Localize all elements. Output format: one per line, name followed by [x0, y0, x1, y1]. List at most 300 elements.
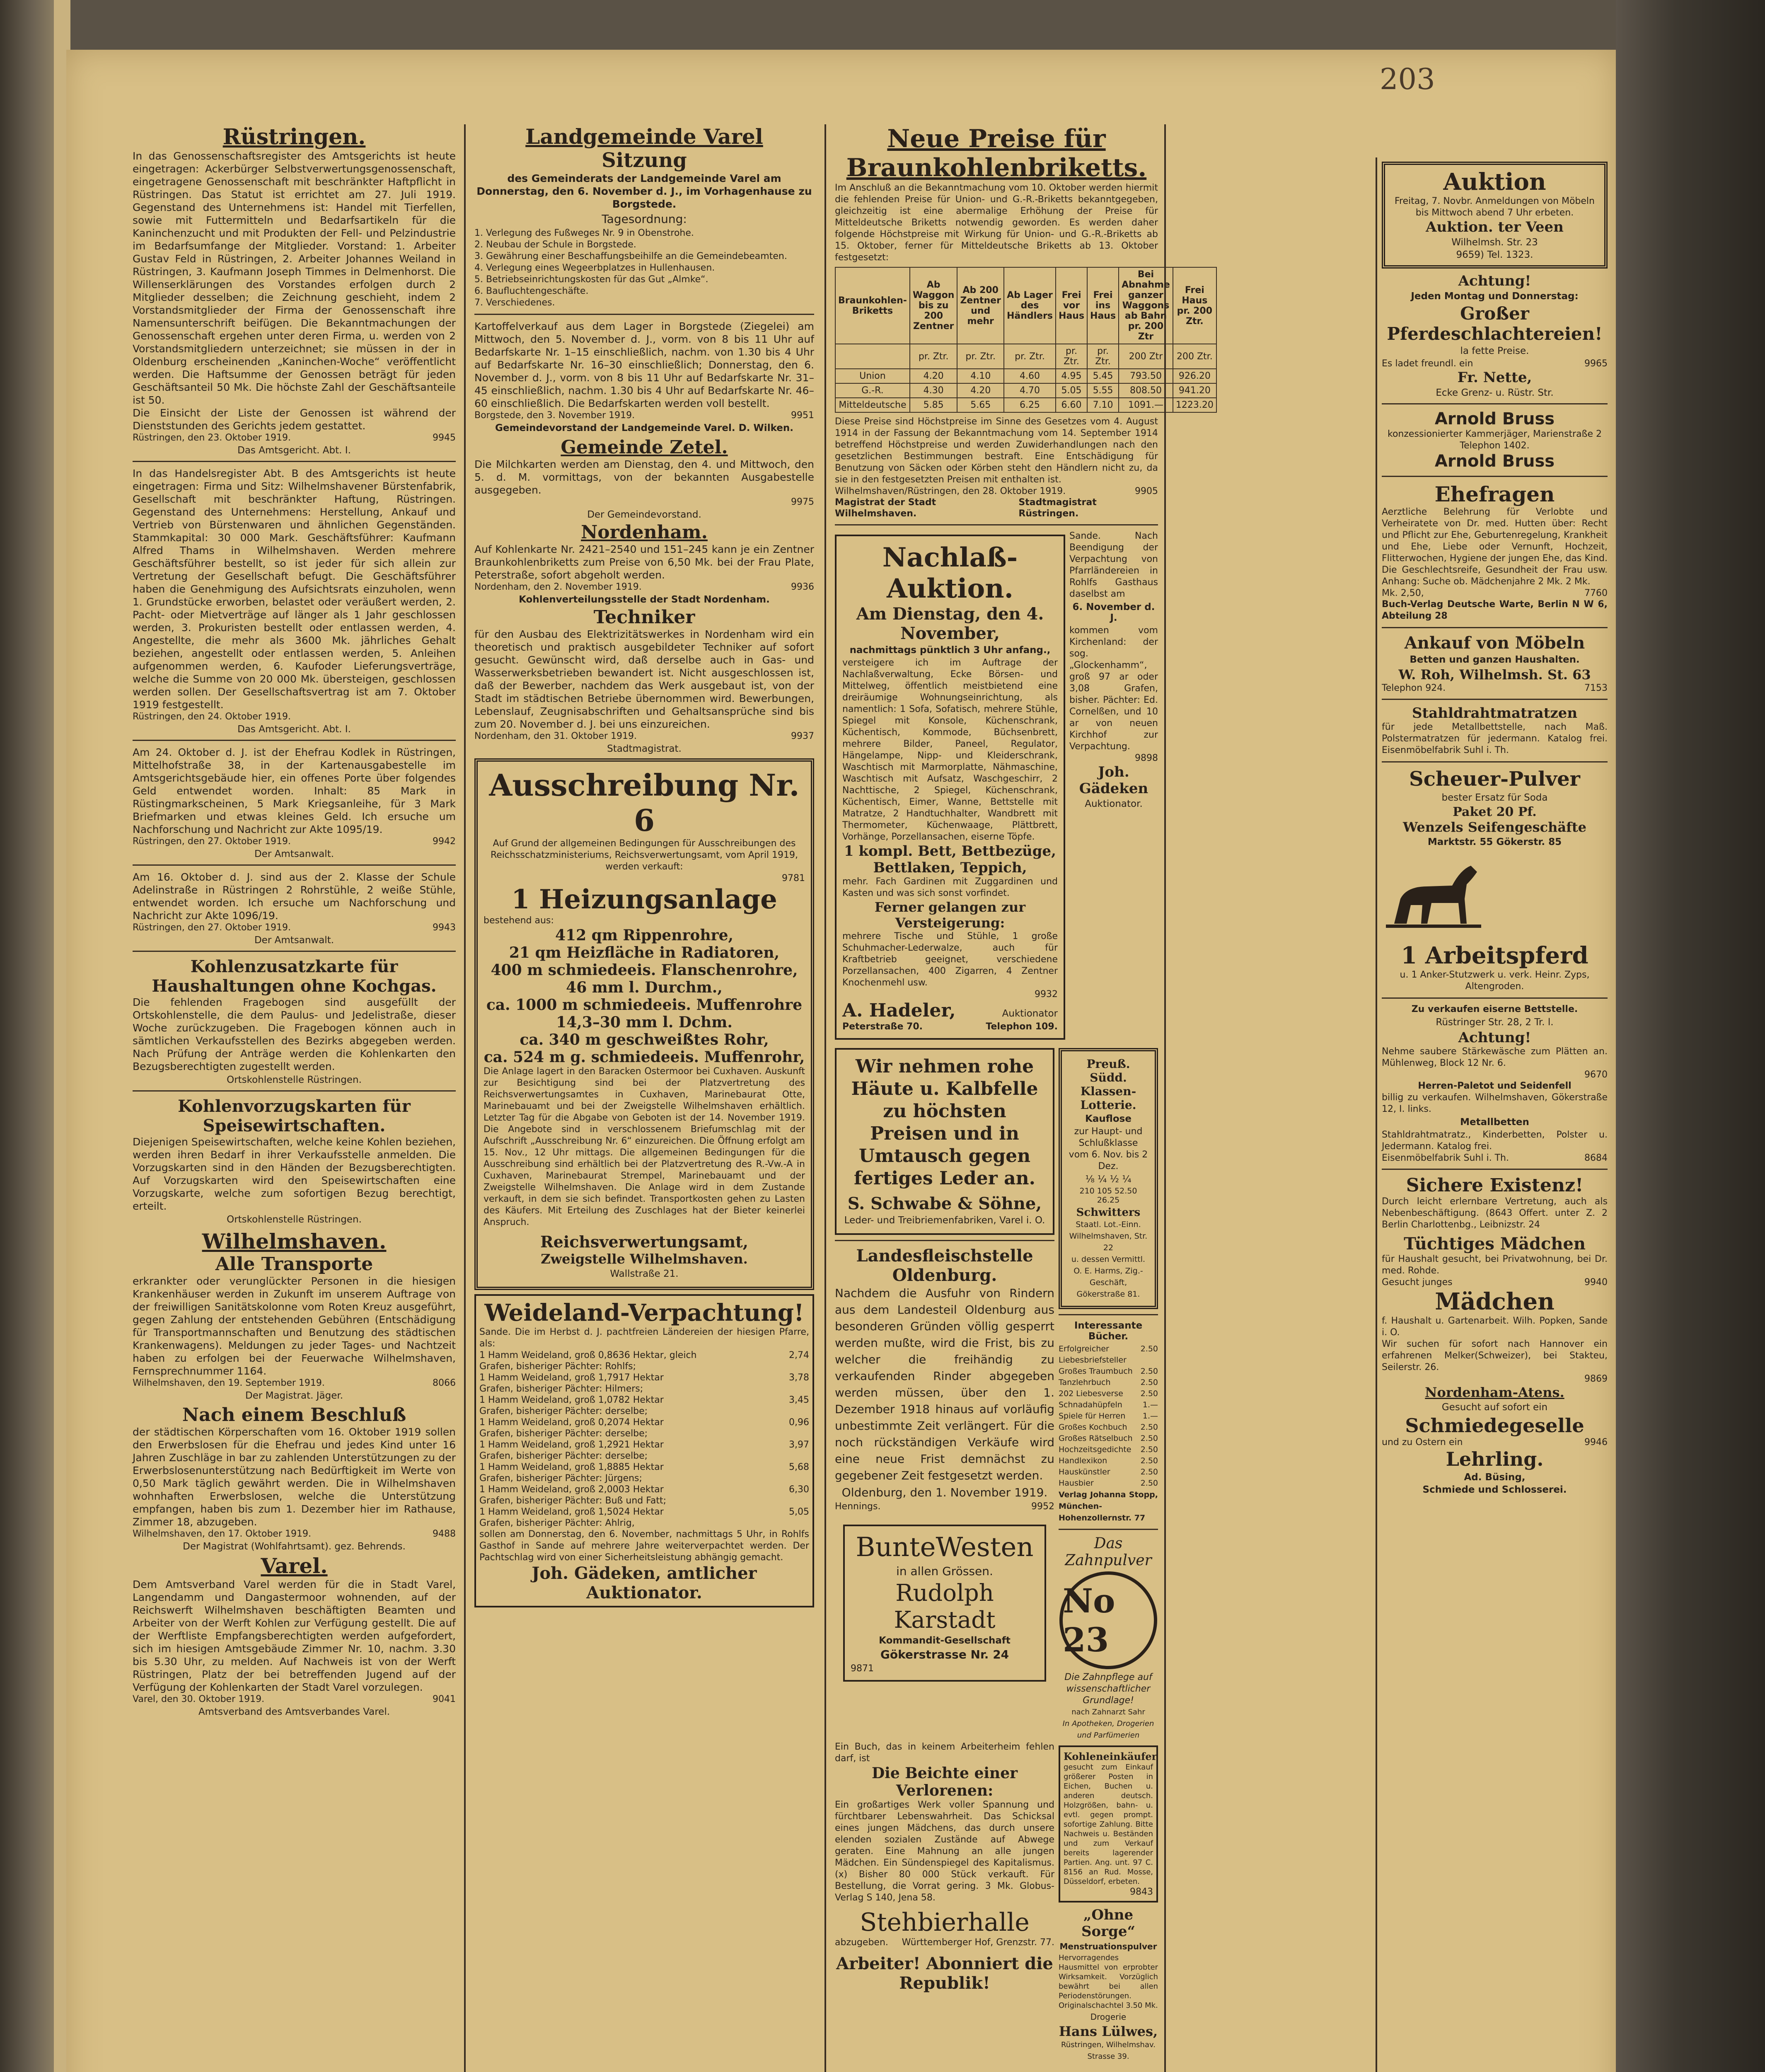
ad-address: O. E. Harms, Zig.-Geschäft, Gökerstraße 81.: [1074, 1266, 1143, 1299]
notice-date: Rüstringen, den 24. Oktober 1919.: [133, 712, 291, 722]
column-rule: [464, 124, 466, 2072]
ad-heading: BunteWesten: [856, 1532, 1034, 1563]
book-cover-edge: [1616, 0, 1765, 2072]
notice-signature: Der Amtsanwalt.: [254, 849, 334, 859]
notice-number: 9975: [791, 497, 814, 507]
table-cell: [835, 344, 910, 369]
notice-text: Am 24. Oktober d. J. ist der Ehefrau Kodlek in Rüstringen, Mittelhofstraße 38, in der Kartenausgabestelle im Amtsgerichtsgebäude hier, ein offenes Porte über folgendes Geld entwendet worden. Inhalt: 85 Mark in Rüstingmarkscheinen, 5 Mark Kriegsanleihe, für 3 Mark Briefmarken und etwas kleines Geld. Ich ersuche um Nachforschung und Nachricht zur Akte 1095/19.: [133, 746, 456, 835]
table-row: [835, 369, 1216, 383]
box-item: ca. 1000 m schmiedeeis. Muffenrohre 14,3–30 mm l. Dchm.: [486, 996, 803, 1031]
notice-signature: Der Amtsanwalt.: [254, 935, 334, 946]
ad-text: f. Haushalt u. Gartenarbeit. Wilh. Popken, Sande i. O.: [1382, 1316, 1608, 1338]
list-price: 2.50: [1140, 1367, 1158, 1376]
table-cell: pr. Ztr.: [1087, 344, 1119, 369]
ad-heading: Klassen-Lotterie.: [1080, 1084, 1136, 1112]
page-number: 203: [1380, 62, 1435, 96]
ad-heading: Das Zahnpulver: [1065, 1535, 1152, 1569]
ad-text: Aerztliche Belehrung für Verlobte und Verheiratete von Dr. med. Hutten über: Recht und Pflicht zur Ehe, Geburtenregelung, Krankheit und Ehe, Liebe oder Vernunft, Hochzeit, Flitterwochen, Hygiene der jungen Ehe, das Kind. Die Geschlechtsreife, Gesundheit der Frau usw. Anhang: Suche ob. Mädchenjahre 2 Mk. 2 Mk.: [1382, 507, 1608, 587]
list-item: 202 Liebesverse: [1059, 1389, 1123, 1398]
ad-number: 9869: [1584, 1374, 1608, 1384]
notice-signature: Stadtmagistrat.: [607, 743, 682, 754]
divider: [1059, 1529, 1158, 1530]
ad-address: Buch-Verlag Deutsche Warte, Berlin N W 6, Abteilung 28: [1382, 599, 1608, 621]
ad-company: Arnold Bruss: [1434, 409, 1555, 428]
ad-heading: Ehefragen: [1434, 482, 1555, 506]
notice-date: Rüstringen, den 23. Oktober 1919.: [133, 433, 291, 443]
list-item: Schnadahüpfeln: [1059, 1400, 1122, 1409]
table-cell: 4.95: [1056, 369, 1087, 383]
ausschreibung-box: [474, 758, 814, 1290]
list-price: 2.50: [1140, 1467, 1158, 1477]
ad-heading: Lehrling.: [1446, 1448, 1544, 1470]
ad-subtitle: Die Zahnpflege auf wissenschaftlicher Grundlage!: [1064, 1672, 1152, 1706]
ad-number: 9843: [1130, 1887, 1153, 1897]
list-price: 2.50: [1140, 1423, 1158, 1432]
ad-address: Wilhelmsh. Str. 23: [1451, 237, 1538, 248]
ad-heading: Stahldrahtmatratzen: [1412, 705, 1578, 721]
notice-date: Nordenham, den 2. November 1919.: [474, 582, 642, 592]
table-cell: pr. Ztr.: [910, 344, 957, 369]
notice-signature: Stadtmagistrat Rüstringen.: [1018, 497, 1097, 519]
notice-number: 9937: [791, 731, 814, 741]
list-item: Spiele für Herren: [1059, 1411, 1126, 1421]
lease-value: 0,96: [789, 1417, 809, 1428]
table-cell: pr. Ztr.: [957, 344, 1003, 369]
notice-text: Dem Amtsverband Varel werden für die in Stadt Varel, Langendamm und Dangastermoor wohnenden, auf der Reichswerft Wilhelmshaven beschäftigten Beamten und Arbeiter von der Werft Kohlen zur Verfügung gestellt. Die auf der Werftliste Empfangsberechtigten werden aufgefordert, sich im hiesigen Amtsgebäude Zimmer Nr. 10, nachm. 3.30 bis 5.30 Uhr, zu melden. Auf Nachweis ist von der Werft Rüstringen, Platz der bei betreffenden Jugend auf der Verfügung der Kohlenkarten der Stadt Varel vorzulegen.: [133, 1578, 456, 1693]
list-price: 2.50: [1140, 1378, 1158, 1387]
table-cell: 4.60: [1004, 369, 1056, 383]
box-sub: bestehend aus:: [484, 915, 554, 926]
table-cell: 4.70: [1004, 383, 1056, 398]
lease-row: Grafen, bisheriger Pächter: derselbe;: [479, 1428, 648, 1439]
table-cell: 200 Ztr.: [1173, 344, 1216, 369]
ad-signature: Joh. Gädeken, amtlicher Auktionator.: [532, 1564, 757, 1602]
list-item: Hausbier: [1059, 1479, 1094, 1488]
ad-text: und zu Ostern ein: [1382, 1437, 1463, 1447]
ad-text: Hervorragendes Hausmittel von erprobter Wirksamkeit. Vorzüglich bewährt bei allen Periodenstörungen. Originalschachtel 3.50 Mk.: [1059, 1953, 1158, 2010]
ad-intro: Sande. Die im Herbst d. J. pachtfreien Ländereien der hiesigen Pfarre, als:: [479, 1327, 809, 1349]
divider: [835, 1240, 1054, 1241]
ad-number: 9965: [1584, 358, 1608, 369]
ad-heading: Scheuer-Pulver: [1409, 767, 1580, 791]
section-heading: Interessante Bücher.: [1074, 1320, 1143, 1342]
ad-headline: 1 Arbeitspferd: [1401, 942, 1588, 969]
ad-text: Durch leicht erlernbare Vertretung, auch als Nebenbeschäftigung. (8643 Offert. unter Z. 2 Berlin Charlottenbg., Leibnizstr. 24: [1382, 1196, 1608, 1230]
lease-row: 1 Hamm Weideland, groß 0,8636 Hektar, gleich: [479, 1350, 697, 1360]
agenda-item: 7. Verschiedenes.: [474, 298, 555, 308]
list-price: 2.50: [1140, 1456, 1158, 1465]
table-cell: 5.55: [1087, 383, 1119, 398]
ad-address: Rüstringer Str. 28, 2 Tr. l.: [1436, 1017, 1554, 1028]
divider: [1382, 997, 1608, 999]
box-item: 400 m schmiedeeis. Flanschenrohre, 46 mm l. Durchm.,: [491, 961, 798, 996]
ad-text: sollen am Donnerstag, den 6. November, nachmittags 5 Uhr, in Rohlfs Gasthof in Sande auf mehrere Jahre weiterverpachtet werden. Der Pachtschlag wird von einer Sicherheitsleistung abhängig gemacht.: [479, 1529, 809, 1563]
lease-row: Grafen, bisheriger Pächter: Buß und Fatt;: [479, 1496, 667, 1506]
notice-number: 9951: [791, 410, 814, 421]
notice-signature: Das Amtsgericht. Abt. I.: [237, 445, 351, 456]
column-rule: [1164, 124, 1166, 2072]
table-header: Frei Haus pr. 200 Ztr.: [1173, 267, 1216, 344]
ad-text: Gesucht junges: [1382, 1277, 1453, 1288]
ad-address: Staatl. Lot.-Einn. Wilhelmshaven, Str. 22: [1069, 1220, 1148, 1252]
ad-intro: Ein Buch, das in keinem Arbeiterheim fehlen darf, ist: [835, 1742, 1054, 1764]
notice-text: Die Einsicht der Liste der Genossen ist während der Dienststunden des Gerichts jedem gestattet.: [133, 407, 456, 432]
ad-subtitle: Betten und ganzen Haushalten.: [1410, 654, 1580, 665]
box-item: ca. 524 m g. schmiedeeis. Muffenrohr,: [484, 1048, 805, 1066]
ad-highlight: 1 kompl. Bett, Bettbezüge, Bettlaken, Teppich,: [844, 843, 1056, 876]
ad-heading: Preuß. Südd.: [1086, 1057, 1130, 1084]
notice-text: Die fehlenden Fragebogen sind ausgefüllt der Ortskohlenstelle, die dem Paulus- und Jedelistraße, dieser Woche zurückzugeben. Die Fragebogen können auch in sämtlichen Verkaufsstellen des Bezirks abgegeben werden. Nach Prüfung der Anträge werden die Kohlenkarten den Bezugsberechtigten zugestellt werden.: [133, 996, 456, 1072]
ad-number: 9932: [1035, 989, 1058, 1000]
section-heading: Gemeinde Zetel.: [561, 437, 728, 458]
box-main-item: 1 Heizungsanlage: [511, 884, 777, 915]
ad-address: Eisenmöbelfabrik Suhl i. Th.: [1382, 1153, 1509, 1163]
ad-heading: Metallbetten: [1460, 1117, 1529, 1128]
table-header: Ab Waggon bis zu 200 Zentner: [910, 267, 957, 344]
notice-date: Rüstringen, den 27. Oktober 1919.: [133, 836, 291, 847]
ad-text: zur Haupt- und Schlußklasse vom 6. Nov. bis 2 Dez.: [1069, 1126, 1148, 1172]
ad-subtitle: Kommandit-Gesellschaft: [879, 1635, 1011, 1646]
zahnpulver-seal: No 23: [1059, 1571, 1157, 1669]
table-header: Bei Abnahme ganzer Waggons ab Bahn pr. 200 Ztr: [1119, 267, 1173, 344]
ad-address: Marktstr. 55 Gökerstr. 85: [1427, 837, 1562, 847]
ad-heading: Auktion: [1443, 168, 1546, 196]
ad-price: Mk. 2,50,: [1382, 588, 1424, 598]
ad-text: für jede Metallbettstelle, nach Maß. Polstermatratzen für jedermann. Katalog frei. Eisenmöbelfabrik Suhl i. Th.: [1382, 722, 1608, 755]
price-table: [835, 267, 1217, 413]
list-price: 2.50: [1140, 1344, 1158, 1353]
notice-text: Diese Preise sind Höchstpreise im Sinne des Gesetzes vom 4. August 1914 in der Fassung der Bekanntmachung vom 14. September 1914 betreffend Höchstpreise und werden Zuwiderhandlungen nach den gesetzlichen Bestimmungen bestraft. Eine Entschädigung für Benutzung von Säcken oder Körben steht den Händlern nicht zu, da sie in den festgesetzten Preisen mit enthalten ist.: [835, 416, 1158, 485]
table-header: Frei ins Haus: [1087, 267, 1119, 344]
notice-signature: Gemeindevorstand der Landgemeinde Varel. D. Wilken.: [495, 423, 793, 433]
notice-signature: Magistrat der Stadt Wilhelmshaven.: [835, 497, 936, 519]
lease-value: 5,68: [789, 1462, 809, 1472]
list-price: 2.50: [1140, 1445, 1158, 1454]
ad-number: 9670: [1584, 1070, 1608, 1080]
table-cell: 5.85: [910, 398, 957, 412]
ad-text: abzugeben.: [835, 1937, 888, 1948]
weideland-ad: [474, 1294, 814, 1607]
lease-value: 3,78: [789, 1372, 809, 1383]
lease-row: 1 Hamm Weideland, groß 0,2074 Hektar: [479, 1417, 664, 1428]
notice-date: Varel, den 30. Oktober 1919.: [133, 1694, 265, 1704]
ad-number: 7153: [1584, 683, 1608, 693]
notice-number: 9898: [1135, 753, 1158, 763]
table-cell: Mitteldeutsche: [835, 398, 910, 412]
ad-heading: Herren-Paletot und Seidenfell: [1418, 1081, 1572, 1091]
divider: [1382, 627, 1608, 628]
notice-signature: Kohlenverteilungsstelle der Stadt Nordenham.: [519, 594, 770, 605]
notice-text: Kartoffelverkauf aus dem Lager in Borgstede (Ziegelei) am Mittwoch, den 5. November d. J., vorm. von 8 bis 11 Uhr auf Bedarfskarte Nr. 1–15 einschließlich, nachm. von 1.30 bis 4 Uhr auf Bedarfskarte Nr. 16–30 einschließlich; Donnerstag, den 6. November d. J., vorm. von 8 bis 11 Uhr auf Bedarfskarte Nr. 31–45 einschließlich, nachm. 1.30 bis 4 Uhr auf Bedarfskarte Nr. 46–60 einschließlich. Die Bedarfskarten werden voll bestellt.: [474, 320, 814, 409]
list-item: Erfolgreicher Liebesbriefsteller: [1059, 1344, 1127, 1365]
section-heading: Varel.: [261, 1554, 328, 1578]
ad-subtitle: Leder- und Treibriemenfabriken, Varel i. O.: [844, 1215, 1045, 1226]
column-rule: [1376, 157, 1377, 2072]
ad-subtitle: Menstruationspulver: [1059, 1941, 1157, 1951]
table-row: [835, 398, 1216, 412]
ad-phone: 9659) Tel. 1323.: [1456, 249, 1533, 260]
notice-number: 9945: [433, 433, 456, 443]
ad-address: Peterstraße 70.: [842, 1021, 923, 1032]
section-heading: Rüstringen.: [222, 124, 366, 150]
table-row: [835, 383, 1216, 398]
ad-heading: Sichere Existenz!: [1406, 1175, 1584, 1196]
book-spine: [0, 0, 54, 2072]
lease-row: Grafen, bisheriger Pächter: derselbe;: [479, 1451, 648, 1461]
ad-address: Gökerstrasse Nr. 24: [880, 1648, 1009, 1661]
ad-number: 9871: [851, 1663, 874, 1674]
table-cell: 926.20: [1173, 369, 1216, 383]
ad-company: Arnold Bruss: [1434, 452, 1555, 471]
table-cell: 4.20: [910, 369, 957, 383]
list-item: Großes Traumbuch: [1059, 1367, 1133, 1376]
ad-company: Auktion. ter Veen: [1426, 219, 1564, 235]
section-heading: Neue Preise für Braunkohlenbriketts.: [846, 124, 1147, 182]
box-heading: Ausschreibung Nr. 6: [489, 767, 800, 838]
ad-text: u. 1 Anker-Stutzwerk u. verk. Heinr. Zyps, Altengroden.: [1400, 970, 1590, 992]
lease-value: 6,30: [789, 1484, 809, 1495]
ad-company: Hans Lülwes,: [1059, 2024, 1158, 2039]
ad-company: Nordenham-Atens.: [1425, 1385, 1564, 1400]
publisher: Verlag Johanna Stopp, München-Hohenzollernstr. 77: [1059, 1490, 1158, 1523]
table-cell: 793.50: [1119, 369, 1173, 383]
notice-text: erkrankter oder verunglückter Personen in die hiesigen Krankenhäuser werden in Zukunft im unserem Auftrage von der freiwilligen Sanitätskolonne vom Roten Kreuz ausgeführt, gegen Zahlung der entstehenden Gebühren (Entschädigung für Transportmannschaften und Benutzung des städtischen Krankenwagens). Meldungen zu jeder Tages- und Nachtzeit haben zu erfolgen bei der Feuerwache Wilhelmshaven, Fernsprechnummer 1164.: [133, 1275, 456, 1377]
notice-date: Wilhelmshaven, den 19. September 1919.: [133, 1378, 325, 1388]
list-price: 2.50: [1140, 1389, 1158, 1398]
ad-text: nach Zahnarzt Sahr: [1071, 1708, 1145, 1716]
notice-signature: Ortskohlenstelle Rüstringen.: [227, 1075, 362, 1085]
section-heading: Wilhelmshaven.: [202, 1229, 387, 1254]
table-cell: G.-R.: [835, 383, 910, 398]
ad-text: Stahldrahtmatratz., Kinderbetten, Polster u. Jedermann. Katalog frei.: [1382, 1130, 1608, 1152]
box-item: 21 qm Heizfläche in Radiatoren,: [509, 944, 780, 961]
notice-text: des Gemeinderats der Landgemeinde Varel am Donnerstag, den 6. November d. J., im Vorhagenhause zu Borgstede.: [476, 172, 812, 210]
ad-heading: Weideland-Verpachtung!: [484, 1299, 804, 1326]
lease-row: 1 Hamm Weideland, groß 1,7917 Hektar: [479, 1372, 664, 1383]
ad-heading: Tüchtiges Mädchen: [1404, 1234, 1586, 1254]
section-heading: Sitzung: [602, 149, 687, 172]
kohle-ad: [1059, 1745, 1158, 1903]
table-cell: 941.20: [1173, 383, 1216, 398]
ad-heading: Achtung!: [1458, 1029, 1531, 1046]
ad-address: u. dessen Vermittl.: [1071, 1255, 1146, 1264]
notice-date: Wilhelmshaven/Rüstringen, den 28. Oktober 1919.: [835, 486, 1066, 496]
box-item: ca. 340 m geschweißtes Rohr,: [520, 1031, 769, 1048]
ad-company: Wenzels Seifengeschäfte: [1403, 819, 1586, 835]
divider: [133, 864, 456, 866]
divider: [1382, 476, 1608, 477]
ad-phone: Telephon 109.: [986, 1021, 1058, 1032]
lottery-prices: 210 105 52.50 26.25: [1079, 1186, 1137, 1205]
table-cell: 7.10: [1087, 398, 1119, 412]
list-item: Hauskünstler: [1059, 1467, 1110, 1477]
ad-date: Am Dienstag, den 4. November,: [856, 604, 1044, 643]
box-signature: Zweigstelle Wilhelmshaven.: [541, 1251, 748, 1267]
lease-row: 1 Hamm Weideland, groß 1,5024 Hektar: [479, 1507, 664, 1517]
ad-company: Ad. Büsing,: [1464, 1472, 1526, 1483]
agenda-item: 6. Baufluchtengeschäfte.: [474, 286, 589, 296]
ad-text: la fette Preise.: [1460, 346, 1529, 356]
notice-signature: Das Amtsgericht. Abt. I.: [237, 724, 351, 735]
notice-text: für den Ausbau des Elektrizitätswerkes in Nordenham wird ein theoretisch und praktisch ausgebildeter Techniker auf sofort gesucht. Gewünscht wird, daß derselbe auch in Gas- und Wasserwerksbetrieben bewandert ist. Nicht ausgeschlossen ist, daß der Bewerber, nachdem das Werk ausgebaut ist, von der Stadt im städtischen Betriebe übernommen wird. Bewerbungen, Lebenslauf, Zeugnisabschriften und Gehaltsansprüche sind bis zum 20. November d. J. bei uns einzureichen.: [474, 628, 814, 730]
section-heading: Landgemeinde Varel: [525, 124, 763, 149]
divider: [1382, 1169, 1608, 1170]
auktion-ad: [1382, 162, 1608, 269]
table-header: Frei vor Haus: [1056, 267, 1087, 344]
notice-text: In das Handelsregister Abt. B des Amtsgerichts ist heute eingetragen: Firma und Sitz: Wilhelmshavener Bürstenfabrik, Gesellschaft mit beschränkter Haftung, Rüstringen. Gegenstand des Unternehmens: Herstellung, Ankauf und Vertrieb von Bürstenwaren und ähnlichen Gegenständen. Stammkapital: 30 000 Mark. Geschäftsführer: Kaufmann Alfred Thams in Wilhelmshaven. Werden mehrere Geschäftsführer bestellt, so ist jeder für sich allein zur Vertretung der Gesellschaft befugt. Die Geschäftsführer haben die Genehmigung des Aufsichtsrats einzuholen, wenn 1. Grundstücke erworben, belastet oder veräußert werden, 2. Pacht- oder Mietverträge auf länger als 1 Jahr geschlossen werden, 3. Prokuristen bestellt oder entlassen werden, 4. Angestellte, die mehr als 3600 Mk. jährliches Gehalt beziehen, angestellt oder entlassen werden, 5. Anleihen aufgenommen werden, 6. Kaufoder Lieferungsverträge, welche die Summe von 20 000 Mk. übersteigen, geschlossen werden sollen. Der Gesellschaftsvertrag ist am 7. Oktober 1919 festgestellt.: [133, 467, 456, 711]
notice-role: Auktionator.: [1085, 799, 1143, 809]
divider: [1382, 699, 1608, 700]
ad-subtitle: in allen Grössen.: [896, 1564, 993, 1578]
lease-row: Grafen, bisheriger Pächter: Ahlrig,: [479, 1518, 635, 1528]
ad-text: billig zu verkaufen. Wilhelmshaven, Gökerstraße 12, I. links.: [1382, 1092, 1608, 1114]
divider: [133, 461, 456, 462]
notice-date: Wilhelmshaven, den 17. Oktober 1919.: [133, 1529, 311, 1539]
ad-heading: Wir nehmen rohe Häute u. Kalbfelle zu höchsten Preisen und in Umtausch gegen fertiges Leder an.: [851, 1056, 1038, 1189]
lease-row: Grafen, bisheriger Pächter: Rohlfs;: [479, 1361, 636, 1372]
ad-heading: Mädchen: [1435, 1288, 1555, 1315]
table-cell: 4.30: [910, 383, 957, 398]
notice-number: 9936: [791, 582, 814, 592]
notice-signature: Der Magistrat. Jäger.: [245, 1390, 343, 1401]
lease-row: Grafen, bisheriger Pächter: Hilmers;: [479, 1384, 643, 1394]
ad-text: mehrere Tische und Stühle, 1 große Schuhmacher-Lederwalze, auch für Kraftbetrieb geeignet, verschiedene Porzellansachen, 400 Zigarren, 4 Zentner Knochenmehl usw.: [842, 931, 1058, 988]
table-cell: 808.50: [1119, 383, 1173, 398]
list-item: Hochzeitsgedichte: [1059, 1445, 1132, 1454]
ad-heading: Die Beichte einer Verlorenen:: [871, 1765, 1018, 1799]
ad-address: Württemberger Hof, Grenzstr. 77.: [902, 1937, 1054, 1948]
slogan: Arbeiter! Abonniert die Republik!: [836, 1954, 1053, 1993]
agenda-item: 4. Verlegung eines Wegeerbplatzes in Hullenhausen.: [474, 263, 715, 273]
ad-heading: Schmiedegeselle: [1405, 1414, 1584, 1437]
section-heading: Kohlenzusatzkarte für Haushaltungen ohne Kochgas.: [152, 957, 437, 996]
karstadt-ad: [843, 1525, 1046, 1682]
column-2: [474, 124, 814, 1612]
notice-text: Am 16. Oktober d. J. sind aus der 2. Klasse der Schule Adelinstraße in Rüstringen 2 Rohrstühle, 2 weiße Stühle, entwendet worden. Ich ersuche um Nachforschung und Nachricht zur Akte 1096/19.: [133, 871, 456, 922]
table-cell: 5.05: [1056, 383, 1087, 398]
divider: [1382, 403, 1608, 404]
notice-text: Die Milchkarten werden am Dienstag, den 4. und Mittwoch, den 5. d. M. vormittags, von der bekannten Ausgabestelle ausgegeben.: [474, 458, 814, 496]
ad-text: mehr. Fach Gardinen mit Zuggardinen und Kasten und was sich sonst vorfindet.: [842, 876, 1058, 898]
ad-time: nachmittags pünktlich 3 Uhr anfang.,: [849, 645, 1051, 656]
table-cell: 1223.20: [1173, 398, 1216, 412]
ad-headline: Großer Pferdeschlachtereien!: [1387, 303, 1603, 344]
notice-text: der städtischen Körperschaften vom 16. Oktober 1919 sollen den Erwerbslosen für die Ehefrau und jedes Kind unter 16 Jahren Zuschläge in bar zu zahlenden Unterstützungen zu der Erwerbslosenunterstützung nach Bedürftigkeit im Werte von 0,50 Mark täglich gewährt werden. Die in Wilhelmshaven wohnhaften Erwerbslosen, welche die Unterstützung empfangen, haben bis zum 1. Dezember hier im Rathause, Zimmer 18, abzugeben.: [133, 1426, 456, 1528]
list-price: 2.50: [1140, 1434, 1158, 1443]
horse-illustration: [1382, 853, 1485, 936]
divider: [835, 524, 1158, 525]
notice-date: 6. November d. J.: [1072, 602, 1155, 623]
ad-company: Fr. Nette,: [1457, 369, 1532, 386]
notice-text: Im Anschluß an die Bekanntmachung vom 10. Oktober werden hiermit die fehlenden Preise für Union- und G.-R.-Briketts bekanntgegeben, gleichzeitig ist eine abermalige Erhöhung der Preise für Mitteldeutsche Briketts notwendig geworden. Es werden daher folgende Höchstpreise mit Wirkung für Union- und G.-R.-Briketts ab 15. Oktober, ferner für Mitteldeutsche Briketts ab 13. Oktober festgesetzt:: [835, 183, 1158, 263]
divider: [133, 740, 456, 741]
ad-text: für Haushalt gesucht, bei Privatwohnung, bei Dr. med. Rohde.: [1382, 1254, 1608, 1276]
agenda-item: 5. Betriebseinrichtungskosten für das Gut „Almke“.: [474, 274, 708, 285]
notice-number: 9488: [433, 1529, 456, 1539]
list-item: Handlexikon: [1059, 1456, 1107, 1465]
ad-company: S. Schwabe & Söhne,: [847, 1194, 1042, 1213]
notice-date: Rüstringen, den 27. Oktober 1919.: [133, 922, 291, 933]
ad-subtitle: Schmiede und Schlosserei.: [1422, 1484, 1567, 1495]
table-cell: Union: [835, 369, 910, 383]
ad-address: Ecke Grenz- u. Rüstr. Str.: [1436, 387, 1554, 398]
agenda-item: 2. Neubau der Schule in Borgstede.: [474, 240, 636, 250]
ad-text: Freitag, 7. Novbr. Anmeldungen von Möbeln bis Mittwoch abend 7 Uhr erbeten.: [1395, 196, 1595, 218]
notice-signature: Joh. Gädeken: [1079, 764, 1148, 797]
section-heading: Kohlenvorzugskarten für Speisewirtschaften.: [178, 1097, 411, 1135]
ad-text: Jeden Montag und Donnerstag:: [1411, 291, 1579, 302]
table-cell: 1091.—: [1119, 398, 1173, 412]
notice-signature: Ortskohlenstelle Rüstringen.: [227, 1214, 362, 1225]
lease-row: Grafen, bisheriger Pächter: derselbe;: [479, 1406, 648, 1416]
agenda-item: 1. Verlegung des Fußweges Nr. 9 in Obenstrohe.: [474, 228, 694, 238]
ad-heading: Zu verkaufen eiserne Bettstelle.: [1411, 1004, 1578, 1014]
auctioneer-role: Auktionator: [1002, 1008, 1058, 1019]
table-cell: 6.25: [1004, 398, 1056, 412]
section-heading: Landesfleischstelle Oldenburg.: [856, 1246, 1033, 1285]
box-address: Wallstraße 21.: [610, 1268, 679, 1279]
table-header: Braunkohlen-Briketts: [835, 267, 910, 344]
ad-company: W. Roh, Wilhelmsh. St. 63: [1398, 667, 1591, 683]
table-header: Ab 200 Zentner und mehr: [957, 267, 1003, 344]
notice-date: Oldenburg, den 1. November 1919.: [841, 1486, 1048, 1499]
ad-text: Wir suchen für sofort nach Hannover ein erfahrenen Melker(Schweizer), bei Stakteu, Seilerstr. 26.: [1382, 1339, 1608, 1372]
nachlass-auction-ad: [835, 535, 1065, 1040]
table-cell: 200 Ztr: [1119, 344, 1173, 369]
notice-date: Nordenham, den 31. Oktober 1919.: [474, 731, 637, 741]
box-signature: Reichsverwertungsamt,: [540, 1232, 748, 1251]
list-item: Großes Kochbuch: [1059, 1423, 1127, 1432]
divider: [133, 951, 456, 952]
auctioneer-name: A. Hadeler,: [842, 1000, 956, 1021]
notice-date: Borgstede, den 3. November 1919.: [474, 410, 635, 421]
ad-heading: Nachlaß-Auktion.: [882, 542, 1018, 604]
table-cell: 5.45: [1087, 369, 1119, 383]
ad-company: Schwitters: [1076, 1206, 1141, 1219]
box-text: Die Anlage lagert in den Baracken Ostermoor bei Cuxhaven. Auskunft zur Besichtigung sind bei der Platzvertretung des Reichsverwertungsamtes in Cuxhaven, Marinebaurat Otte, Marinebauamt und bei der Zweigstelle Wilhelmshaven erhältlich. Letzter Tag für die Abgabe von Geboten ist der 14. November 1919. Die Angebote sind in verschlossenem Briefumschlag mit der Aufschrift „Ausschreibung Nr. 6“ einzureichen. Die Öffnung erfolgt am 15. Nov., 12 Uhr mittags. Die allgemeinen Bedingungen für die Ausschreibung sind erhältlich bei der Platzvertretung des R.-Vw.-A in Cuxhaven, Marinebaurat Strempel, Marinebauamt und der Zweigstelle Wilhelmshaven. Die Anlage wird in dem Zustande verkauft, in dem sie sich befindet. Transportkosten gehen zu Lasten des Käufers. Mit Erteilung des Zuschlages hat der Bieter keinerlei Anspruch.: [484, 1066, 805, 1227]
lease-value: 3,97: [789, 1440, 809, 1450]
ad-company: Rudolph Karstadt: [894, 1580, 996, 1634]
lease-row: 1 Hamm Weideland, groß 1,8885 Hektar: [479, 1462, 664, 1472]
notice-number: 9041: [433, 1694, 456, 1704]
table-cell: pr. Ztr.: [1056, 344, 1087, 369]
lease-value: 3,45: [789, 1395, 809, 1405]
ad-text: Drogerie: [1090, 2012, 1127, 2022]
notice-text: Diejenigen Speisewirtschaften, welche keine Kohlen beziehen, werden ihren Bedarf in ihrer Verkaufsstelle anmelden. Die Vorzugskarten sind in den Händen der Bezugsberechtigten. Auf Vorzugskarten wird den Speisewirtschaften eine Vorzugskarte, welche zum sofortigen Bezug berechtigt, erteilt.: [133, 1136, 456, 1212]
notice-text: Sande. Nach Beendigung der Verpachtung von Pfarrländereien in Rohlfs Gasthaus daselbst am: [1069, 531, 1158, 599]
box-item: 412 qm Rippenrohre,: [555, 927, 734, 944]
notice-number: 9943: [433, 922, 456, 933]
notice-text: kommen vom Kirchenland: der sog. „Glockenhamm“, groß 97 ar oder 3,08 Grafen, bisher. Pächter: Ed. Cornelßen, und 10 ar von neuen Kirchhof zur Verpachtung.: [1069, 625, 1158, 752]
section-heading: Nach einem Beschluß: [182, 1404, 406, 1426]
sande-notice: [1069, 530, 1158, 1044]
table-cell: 4.20: [957, 383, 1003, 398]
notice-number: 9905: [1135, 486, 1158, 496]
ad-number: 9940: [1584, 1277, 1608, 1288]
list-item: Tanzlehrbuch: [1059, 1378, 1111, 1387]
divider: [133, 1090, 456, 1092]
lease-row: 1 Hamm Weideland, groß 1,2921 Hektar: [479, 1440, 664, 1450]
lease-row: Grafen, bisheriger Pächter: Jürgens;: [479, 1473, 642, 1484]
list-price: 2.50: [1140, 1479, 1158, 1488]
ad-heading: Achtung!: [1458, 273, 1531, 289]
notice-signature: Hennings.: [835, 1501, 881, 1512]
column-5: [1382, 157, 1608, 1497]
ad-text: Es ladet freundl. ein: [1382, 358, 1473, 369]
lottery-ad: [1059, 1048, 1158, 1309]
table-header: Ab Lager des Händlers: [1004, 267, 1056, 344]
section-heading: Alle Transporte: [215, 1254, 373, 1275]
